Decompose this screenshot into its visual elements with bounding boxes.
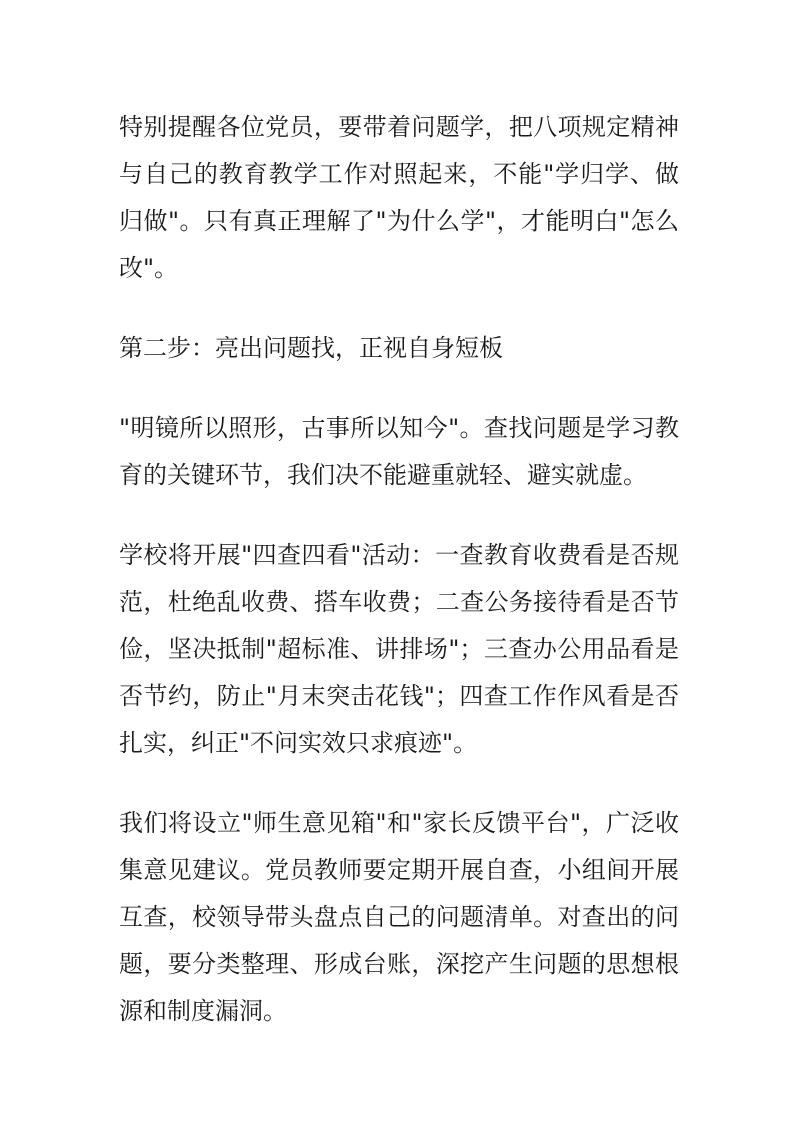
paragraph-feedback-platform: 我们将设立"师生意见箱"和"家长反馈平台"，广泛收集意见建议。党员教师要定期开展自查，小组间开展互查，校领导带头盘点自己的问题清单。对查出的问题，要分类整理、形成台账，深挖产生问题的思想根源和制度漏洞。 [119,809,679,1025]
document-page [119,104,679,1068]
section-heading-step-two: 第二步：亮出问题找，正视自身短板 [119,334,503,362]
paragraph-four-checks: 学校将开展"四查四看"活动：一查教育收费看是否规范，杜绝乱收费、搭车收费；二查公务接待看是否节俭，坚决抵制"超标准、讲排场"；三查办公用品看是否节约，防止"月末突击花钱"；四查工作作风看是否扎实，纠正"不问实效只求痕迹"。 [119,541,679,757]
paragraph-mirror-quote: "明镜所以照形，古事所以知今"。查找问题是学习教育的关键环节，我们决不能避重就轻、避实就虚。 [119,414,679,489]
paragraph-study-with-questions: 特别提醒各位党员，要带着问题学，把八项规定精神与自己的教育教学工作对照起来，不能"学归学、做归做"。只有真正理解了"为什么学"，才能明白"怎么改"。 [119,113,679,282]
